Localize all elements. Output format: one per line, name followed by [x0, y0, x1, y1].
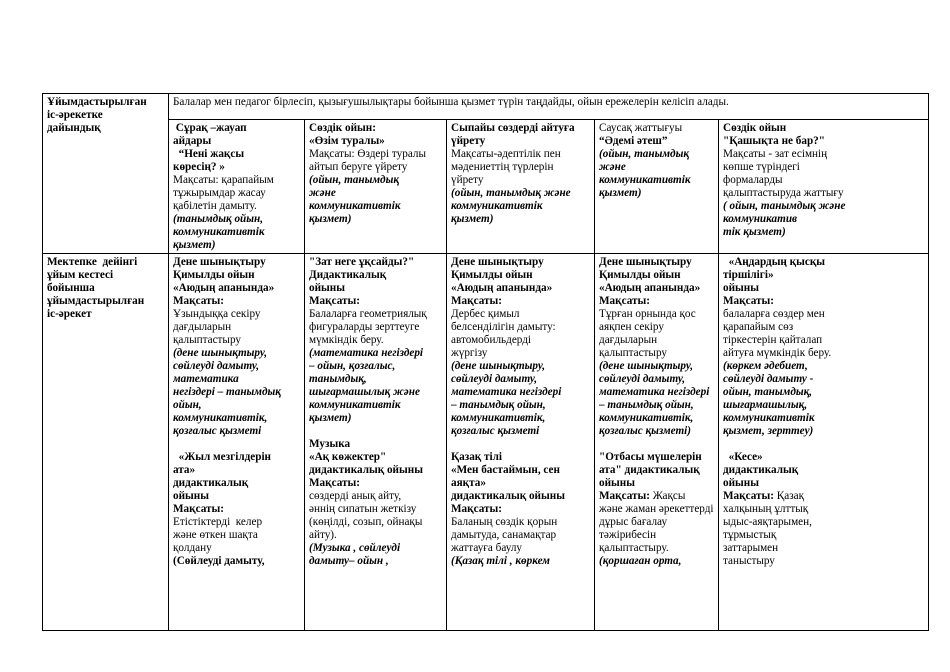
- cell-line: коммуникатив: [723, 213, 798, 225]
- cell-line: Дене шынықтыру: [173, 256, 266, 268]
- cell-line: көпше түріндегі: [723, 161, 800, 173]
- cell-line: Етістіктерді келер: [173, 516, 263, 528]
- cell-line: қозғалыс қызметі: [173, 425, 262, 437]
- cell-line: қалыптастыру: [599, 347, 667, 359]
- cell-line: ойыны: [599, 477, 635, 489]
- cell-line: коммуникативтік: [309, 200, 401, 212]
- row-label-line: Ұйымдастырылған: [47, 96, 147, 108]
- spacer: [309, 425, 443, 438]
- cell-line: дидактикалық: [173, 477, 249, 489]
- cell-line: (математика негіздері: [309, 347, 424, 359]
- cell-line: Баланың сөздік қорын: [451, 516, 558, 528]
- cell-line: "Отбасы мүшелерін: [599, 451, 702, 463]
- cell-line: дағдыларын: [173, 321, 232, 333]
- cell-line: (Музыка , сөйлеуді: [309, 542, 401, 554]
- cell-line: коммуникативтік,: [173, 412, 268, 424]
- cell-line: Мақсаты:: [173, 295, 224, 307]
- cell-line: қалыптастыру.: [599, 542, 669, 554]
- cell-line: Мақсаты-әдептілік пен: [451, 148, 561, 160]
- cell-line: Мақсаты:: [599, 295, 650, 307]
- cell-line: көресің? »: [173, 161, 225, 173]
- cell-line: Мақсаты: қарапайым: [173, 174, 274, 186]
- cell-line: «Өзім туралы»: [309, 135, 385, 147]
- cell-line: ( ойын, танымдық және: [723, 200, 846, 212]
- cell-line: тіршілігі»: [723, 269, 774, 281]
- cell-line: Дене шынықтыру: [599, 256, 692, 268]
- cell-line: және жаман әрекеттерді: [599, 503, 714, 515]
- cell-line: коммуникативтік: [451, 200, 543, 212]
- cell-line: «Ақ көжектер": [309, 451, 387, 463]
- cell-line: (дене шынықтыру,: [599, 360, 694, 372]
- cell-line: айдары: [173, 135, 212, 147]
- cell-line: дұрыс бағалау: [599, 516, 668, 528]
- cell-line: тіркестерін қайталап: [723, 334, 823, 346]
- spacer: [723, 438, 925, 451]
- cell-line: (Сөйлеуді дамыту,: [173, 555, 265, 567]
- cell-line: Мақсаты - зат есімнің: [723, 148, 828, 160]
- cell-line: математика негіздері: [599, 386, 710, 398]
- lesson-plan-table: [42, 93, 929, 631]
- cell-line: коммуникативтік: [309, 399, 401, 411]
- cell-line: қызмет): [309, 213, 352, 225]
- cell-line: дамытуда, санамақтар: [451, 529, 557, 541]
- cell-line: "Қашықта не бар?": [723, 135, 825, 147]
- cell-line: коммуникативтік: [599, 174, 691, 186]
- cell-line: мәдениеттің түрлерін: [451, 161, 554, 173]
- cell-line: Музыка: [309, 438, 351, 450]
- activity-cell: [305, 120, 447, 254]
- cell-line: Ұзындыққа секіру: [173, 308, 261, 320]
- activity-cell: [305, 254, 447, 631]
- spacer: [173, 438, 301, 451]
- row-label-line: іс-әрекет: [47, 308, 92, 320]
- cell-line: “Нені жақсы: [173, 148, 245, 160]
- cell-line: қалыптастыру: [173, 334, 241, 346]
- cell-line: қарапайым сөз: [723, 321, 794, 333]
- cell-line: үйрету: [451, 135, 486, 147]
- spacer: [451, 438, 591, 451]
- cell-line: Мақсаты:: [309, 295, 360, 307]
- cell-line: «Кесе»: [723, 451, 763, 463]
- cell-line: коммуникативтік,: [451, 412, 546, 424]
- cell-line: коммуникативтік: [173, 226, 265, 238]
- cell-line: белсенділігін дамыту:: [451, 321, 556, 333]
- activity-cell: [719, 120, 929, 254]
- row-label-line: Мектепке дейінгі: [47, 256, 138, 268]
- cell-line: ыдыс-аяқтарымен,: [723, 516, 812, 528]
- cell-line: дағдыларын: [599, 334, 658, 346]
- cell-line: қызмет): [309, 412, 352, 424]
- cell-line: Қазақ тілі: [451, 451, 503, 463]
- cell-line: сөздерді анық айту,: [309, 490, 402, 502]
- cell-line: және өткен шақта: [173, 529, 258, 541]
- cell-line: математика: [173, 373, 239, 385]
- cell-line: сөйлеуді дамыту,: [599, 373, 686, 385]
- activity-cell: [595, 120, 719, 254]
- cell-line: дидактикалық: [723, 464, 799, 476]
- cell-line: Сөздік ойын: [723, 122, 787, 134]
- cell-line: Дидактикалық: [309, 269, 387, 281]
- cell-line: сөйлеуді дамыту -: [723, 373, 814, 385]
- cell-line: (ойын, танымдық және: [451, 187, 571, 199]
- cell-line: сөйлеуді дамыту,: [173, 360, 260, 372]
- cell-line: ойыны: [723, 282, 759, 294]
- spacer: [599, 438, 715, 451]
- cell-line: Мақсаты: Өздері туралы: [309, 148, 426, 160]
- cell-line: Сөздік ойын:: [309, 122, 376, 134]
- cell-line: және: [599, 161, 626, 173]
- cell-line: (дене шынықтыру,: [173, 347, 268, 359]
- cell-line: Мақсаты: Қазақ: [723, 490, 805, 502]
- cell-line: (көңілді, созып, ойнақы: [309, 516, 423, 528]
- cell-line: қызмет): [451, 213, 494, 225]
- preparation-intro: Балалар мен педагог бірлесіп, қызығушылықтары бойынша қызмет түрін таңдайды, ойын ережелерін келісіп алады.: [169, 94, 929, 120]
- cell-line: жүргізу: [451, 347, 488, 359]
- activity-cell: [447, 254, 595, 631]
- cell-line: Қимылды ойын: [599, 269, 681, 281]
- cell-line: Мақсаты:: [309, 477, 360, 489]
- cell-line: және: [309, 187, 336, 199]
- cell-line: шығармашылық және: [309, 386, 420, 398]
- cell-line: «Мен бастаймын, сен: [451, 464, 560, 476]
- cell-line: Дербес қимыл: [451, 308, 520, 320]
- cell-line: айту).: [309, 529, 337, 541]
- cell-line: айтуға мүмкіндік беру.: [723, 347, 832, 359]
- cell-line: – танымдық ойын,: [451, 399, 546, 411]
- cell-line: автомобильдерді: [451, 334, 532, 346]
- cell-line: қалыптастыруда жаттығу: [723, 187, 844, 199]
- cell-line: ойын,: [173, 399, 202, 411]
- row-label-line: іс-әрекетке: [47, 109, 103, 121]
- cell-line: тұжырымдар жасау: [173, 187, 266, 199]
- activity-cell: [169, 120, 305, 254]
- cell-line: Қимылды ойын: [451, 269, 533, 281]
- cell-line: Сұрақ –жауап: [173, 122, 247, 134]
- cell-line: Мақсаты:: [723, 295, 774, 307]
- cell-line: Мақсаты: Жақсы: [599, 490, 686, 502]
- cell-line: Мақсаты:: [451, 503, 502, 515]
- cell-line: айтып беруге үйрету: [309, 161, 408, 173]
- cell-line: қызмет): [173, 239, 216, 251]
- row-label-preparation: [43, 94, 169, 254]
- cell-line: таныстыру: [723, 555, 775, 567]
- cell-line: фигураларды зерттеуге: [309, 321, 420, 333]
- cell-line: математика негіздері: [451, 386, 562, 398]
- cell-line: – ойын, қозғалыс,: [309, 360, 396, 372]
- cell-line: қызмет, зерттеу): [723, 425, 814, 437]
- cell-line: қозғалыс қызметі: [451, 425, 540, 437]
- cell-line: Сыпайы сөздерді айтуға: [451, 122, 575, 134]
- cell-line: тәжірибесін: [599, 529, 657, 541]
- activity-cell: [719, 254, 929, 631]
- activity-cell: [595, 254, 719, 631]
- cell-line: танымдық,: [309, 373, 367, 385]
- cell-line: дамыту– ойын ,: [309, 555, 389, 567]
- cell-line: аяқта»: [451, 477, 486, 489]
- cell-line: (ойын, танымдық: [309, 174, 400, 186]
- cell-line: (ойын, танымдық: [599, 148, 690, 160]
- cell-line: халқының ұлттық: [723, 503, 809, 515]
- cell-line: Тұрған орнында қос: [599, 308, 696, 320]
- cell-line: тұрмыстық: [723, 529, 777, 541]
- cell-line: (дене шынықтыру,: [451, 360, 546, 372]
- cell-line: ойыны: [173, 490, 209, 502]
- cell-line: сөйлеуді дамыту,: [451, 373, 538, 385]
- cell-line: Дене шынықтыру: [451, 256, 544, 268]
- cell-line: ойын, танымдық,: [723, 386, 813, 398]
- cell-line: үйрету: [451, 174, 484, 186]
- cell-line: дидактикалық ойыны: [451, 490, 565, 502]
- cell-line: қозғалыс қызметі): [599, 425, 692, 437]
- cell-line: (қоршаған орта,: [599, 555, 682, 567]
- cell-line: балаларға сөздер мен: [723, 308, 825, 320]
- cell-line: шығармашылық,: [723, 399, 808, 411]
- cell-line: "Зат неге ұқсайды?": [309, 256, 415, 268]
- cell-line: тік қызмет): [723, 226, 786, 238]
- cell-line: Саусақ жаттығуы: [599, 122, 683, 134]
- row-label-line: ұйым кестесі: [47, 269, 114, 281]
- cell-line: мүмкіндік беру.: [309, 334, 384, 346]
- table-row: [43, 94, 929, 120]
- cell-line: ойыны: [723, 477, 759, 489]
- row-label-line: бойынша: [47, 282, 95, 294]
- cell-line: аяқпен секіру: [599, 321, 664, 333]
- cell-line: формаларды: [723, 174, 783, 186]
- table-row: [43, 254, 929, 631]
- cell-line: қызмет): [599, 187, 642, 199]
- cell-line: «Аңдардың қысқы: [723, 256, 826, 268]
- cell-line: қолдану: [173, 542, 212, 554]
- cell-line: ойыны: [309, 282, 345, 294]
- cell-line: «Жыл мезгілдерін: [173, 451, 272, 463]
- table-row: [43, 120, 929, 254]
- cell-line: заттарымен: [723, 542, 779, 554]
- cell-line: жаттауға баулу: [451, 542, 523, 554]
- cell-line: «Аюдың апанында»: [599, 282, 701, 294]
- cell-line: қабілетін дамыту.: [173, 200, 257, 212]
- row-label-line: дайындық: [47, 122, 101, 134]
- activity-cell: [169, 254, 305, 631]
- cell-line: (көркем әдебиет,: [723, 360, 808, 372]
- cell-line: коммуникативтік,: [599, 412, 694, 424]
- cell-line: Мақсаты:: [451, 295, 502, 307]
- cell-line: дидактикалық ойыны: [309, 464, 423, 476]
- cell-line: Балаларға геометриялық: [309, 308, 427, 320]
- cell-line: әннің сипатын жеткізу: [309, 503, 417, 515]
- cell-line: Мақсаты:: [173, 503, 224, 515]
- cell-line: «Аюдың апанында»: [173, 282, 275, 294]
- cell-line: «Аюдың апанында»: [451, 282, 553, 294]
- cell-line: (танымдық ойын,: [173, 213, 264, 225]
- activity-cell: [447, 120, 595, 254]
- cell-line: ата»: [173, 464, 196, 476]
- cell-line: коммуникативтік: [723, 412, 815, 424]
- cell-line: ата" дидактикалық: [599, 464, 700, 476]
- row-label-organized-activity: [43, 254, 169, 631]
- cell-line: Қимылды ойын: [173, 269, 255, 281]
- cell-line: – танымдық ойын,: [599, 399, 694, 411]
- row-label-line: ұйымдастырылған: [47, 295, 145, 307]
- cell-line: “Әдемі әтеш”: [599, 135, 668, 147]
- cell-line: негіздері – танымдық: [173, 386, 281, 398]
- cell-line: (Қазақ тілі , көркем: [451, 555, 550, 567]
